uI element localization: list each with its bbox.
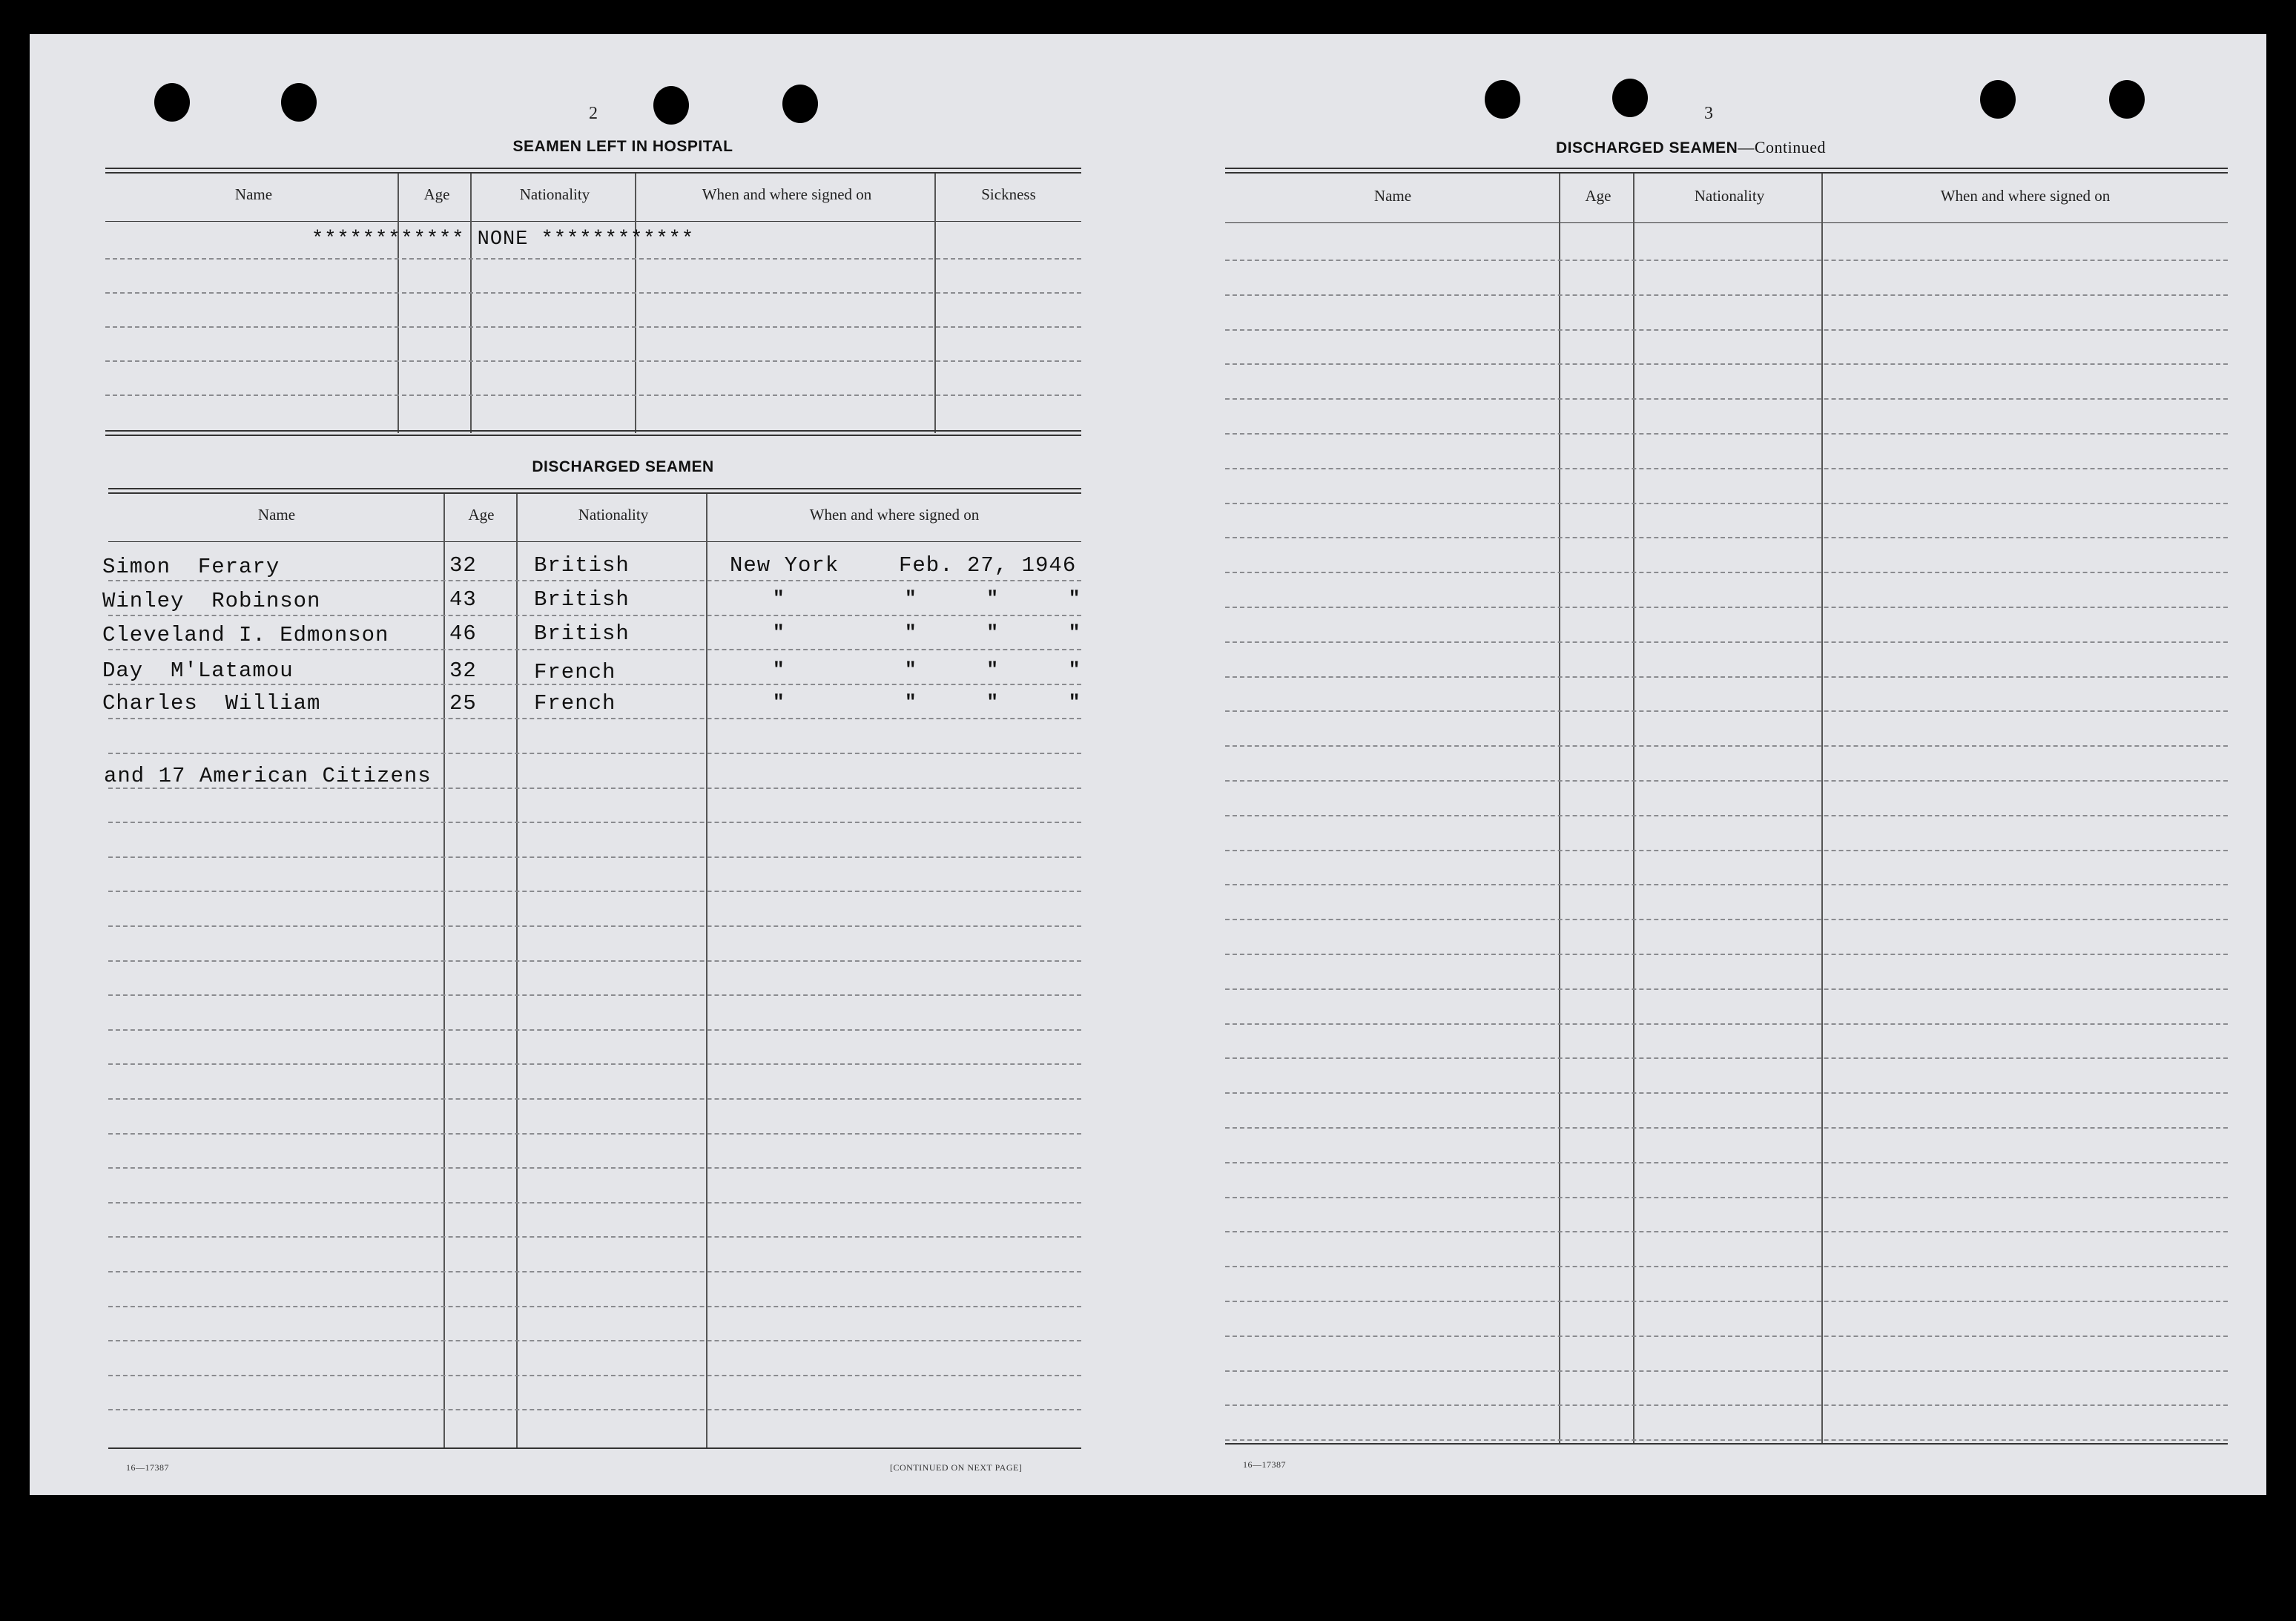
row-rule [1225,1370,2228,1372]
seaman-signed-date: " " " [905,621,1089,644]
discharged-col-nationality: Nationality [578,506,649,524]
row-rule [1225,1023,2228,1025]
discharged-col-name: Name [257,506,296,524]
seaman-signed-place: New York [730,553,839,578]
row-rule [1225,1266,2228,1267]
row-rule [108,753,1081,754]
row-rule [1225,676,2228,678]
discharged-col-divider [516,494,518,1447]
hospital-col-signed-on: When and where signed on [702,185,872,203]
row-rule [1225,503,2228,504]
form-number: 16—17387 [1243,1459,1286,1470]
row-rule [108,1133,1081,1135]
hospital-col-sickness: Sickness [981,185,1036,203]
row-rule [1225,745,2228,747]
row-rule [1225,607,2228,608]
row-rule [108,1340,1081,1341]
seaman-signed-place: " [773,587,785,610]
seaman-age: 32 [449,553,477,578]
row-rule [108,960,1081,962]
seaman-signed-place: " [773,658,785,681]
row-rule [1225,294,2228,296]
seaman-signed-date: " " " [905,587,1089,610]
right-table-bottom-rule [1225,1443,2228,1445]
page-number: 2 [589,104,598,123]
seaman-nationality: British [534,553,630,578]
row-rule [1225,1439,2228,1441]
punch-hole [1612,79,1648,117]
row-rule [105,258,1081,260]
hospital-col-age: Age [423,185,450,203]
row-rule [108,1271,1081,1272]
row-rule [1225,884,2228,885]
punch-hole [154,83,190,122]
discharged-col-divider [706,494,707,1447]
discharged-col-signed-on: When and where signed on [809,506,980,524]
punch-hole [1980,80,2016,119]
row-rule [1225,1301,2228,1302]
row-rule [108,1375,1081,1376]
row-rule [108,1306,1081,1307]
row-rule [1225,398,2228,400]
right-col-age: Age [1585,187,1612,205]
row-rule [108,1098,1081,1100]
hospital-table-bottom-rule [105,430,1081,436]
row-rule [1225,537,2228,538]
row-rule [108,994,1081,996]
punch-hole [782,85,818,123]
row-rule [108,925,1081,927]
title-text: DISCHARGED SEAMEN [1555,139,1738,156]
row-rule [108,1029,1081,1031]
seaman-signed-date: " " " [905,658,1089,681]
row-rule [1225,363,2228,365]
seaman-age: 46 [449,621,477,646]
row-rule [1225,1127,2228,1129]
right-col-nationality: Nationality [1694,187,1765,205]
seaman-name: Day M'Latamou [102,658,294,683]
row-rule [1225,1336,2228,1337]
row-rule [1225,572,2228,573]
row-rule [108,580,1081,581]
right-col-name: Name [1373,187,1412,205]
seaman-signed-place: " [773,691,785,713]
seaman-name: Winley Robinson [102,589,321,613]
seaman-name: Charles William [102,691,321,716]
row-rule [108,891,1081,892]
punch-hole [1485,80,1520,119]
row-rule [1225,954,2228,955]
row-rule [1225,468,2228,469]
row-rule [1225,641,2228,643]
punch-hole [653,86,689,125]
seaman-age: 25 [449,691,477,716]
row-rule [1225,329,2228,331]
row-rule [1225,780,2228,782]
discharged-header-rule [108,541,1081,542]
seaman-name: Cleveland I. Edmonson [102,623,389,647]
row-rule [1225,919,2228,920]
seaman-signed-date: " " " [905,691,1089,713]
hospital-section-title: SEAMEN LEFT IN HOSPITAL [512,138,733,155]
row-rule [1225,1231,2228,1232]
right-col-signed-on: When and where signed on [1940,187,2111,205]
row-rule [105,394,1081,396]
seaman-age: 32 [449,658,477,683]
discharged-continued-title [1498,138,1884,157]
row-rule [108,718,1081,719]
row-rule [108,1167,1081,1169]
row-rule [1225,260,2228,261]
discharged-col-divider [443,494,445,1447]
row-rule [1225,988,2228,990]
row-rule [108,1409,1081,1410]
row-rule [1225,1197,2228,1198]
seaman-signed-date: Feb. 27, 1946 [899,553,1077,578]
title-suffix: —Continued [1738,138,1827,156]
row-rule [108,1063,1081,1065]
seaman-nationality: British [534,621,630,646]
american-citizens-note: and 17 American Citizens [104,764,432,788]
row-rule [1225,850,2228,851]
row-rule [108,822,1081,823]
row-rule [108,856,1081,858]
row-rule [105,326,1081,328]
hospital-col-nationality: Nationality [519,185,590,203]
seaman-nationality: French [534,691,616,716]
punch-hole [2109,80,2145,119]
row-rule [1225,710,2228,712]
hospital-entry-none: ************ NONE ************ [311,228,695,251]
punch-hole [281,83,317,122]
discharged-table-top-rule [108,488,1081,494]
row-rule [105,292,1081,294]
hospital-table-top-rule [105,168,1081,174]
seaman-nationality: British [534,587,630,612]
discharged-table-bottom-rule [108,1447,1081,1449]
row-rule [108,649,1081,650]
row-rule [1225,1162,2228,1163]
row-rule [108,1202,1081,1204]
form-number: 16—17387 [126,1462,169,1473]
hospital-col-name: Name [234,185,273,203]
continued-note: [CONTINUED ON NEXT PAGE] [890,1462,1023,1473]
discharged-section-title: DISCHARGED SEAMEN [532,458,714,475]
row-rule [1225,815,2228,816]
row-rule [108,1236,1081,1238]
row-rule [1225,1404,2228,1406]
seaman-nationality: French [534,660,616,684]
row-rule [105,360,1081,362]
right-header-rule [1225,222,2228,223]
row-rule [1225,1057,2228,1059]
right-table-top-rule [1225,168,2228,174]
row-rule [1225,433,2228,435]
page-number: 3 [1704,104,1713,123]
seaman-age: 43 [449,587,477,612]
row-rule [1225,1092,2228,1094]
discharged-col-age: Age [468,506,495,524]
seaman-signed-place: " [773,621,785,644]
seaman-name: Simon Ferary [102,555,280,579]
row-rule [108,615,1081,616]
form-sheet [30,34,2266,1495]
